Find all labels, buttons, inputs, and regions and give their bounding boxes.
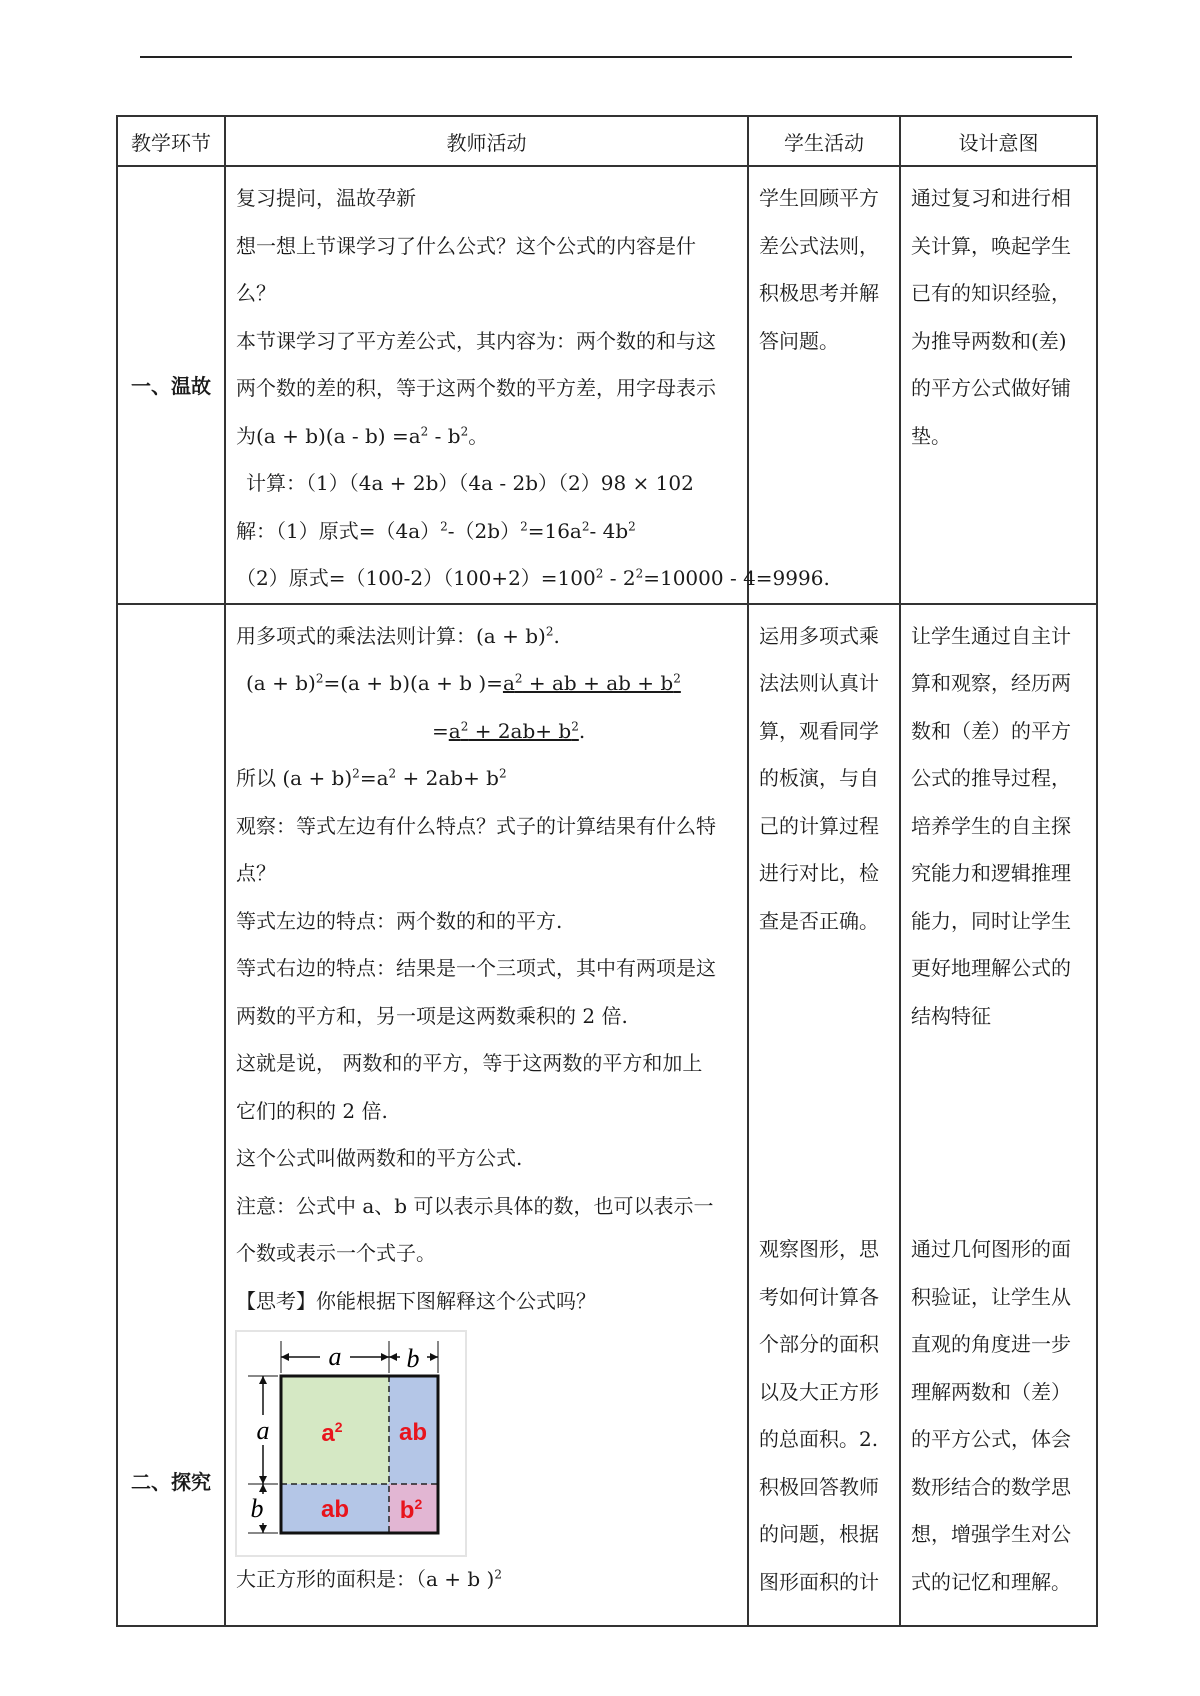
text-line: 观察：等式左边有什么特点？式子的计算结果有什么特 [236, 813, 716, 838]
text-line: 进行对比，检 [759, 861, 879, 885]
text-line: 数形结合的数学思 [911, 1474, 1071, 1499]
text-line: 想，增强学生对公 [911, 1522, 1071, 1546]
text-line: 计算：（1）（4a + 2b）（4a - 2b）（2）98 × 102 [246, 471, 694, 495]
superscript: 2 [315, 671, 324, 686]
stage-label: 二、探究 [117, 604, 225, 1626]
formula-line [236, 413, 737, 461]
text-line: 让学生通过自主计 [911, 623, 1071, 648]
text-line: 更好地理解公式的 [911, 956, 1071, 980]
area-diagram-svg [236, 1331, 466, 1556]
superscript: 2 [388, 766, 397, 781]
text-line: 积验证，让学生从 [911, 1284, 1071, 1309]
header-design: 设计意图 [900, 116, 1097, 166]
header-student: 学生活动 [748, 116, 900, 166]
text-line: 等式左边的特点：两个数的和的平方. [236, 908, 563, 933]
formula-line [236, 613, 737, 661]
header-stage: 教学环节 [117, 116, 225, 166]
text-line: 式的记忆和理解。 [911, 1569, 1071, 1594]
text-line: 个数或表示一个式子。 [236, 1241, 436, 1265]
formula-part: . [553, 623, 560, 648]
superscript: 2 [571, 718, 579, 733]
text-line: 点？ [236, 861, 276, 885]
text-line: 法法则认真计 [759, 671, 879, 695]
formula-part: - b [428, 423, 461, 448]
text-line: 理解两数和（差） [911, 1379, 1071, 1404]
spacer [759, 945, 889, 1226]
label-b2-base: b [399, 1497, 415, 1524]
table-row [117, 166, 1097, 604]
superscript: 2 [460, 423, 469, 438]
lesson-plan-table [116, 115, 1098, 1627]
text-line: 垫。 [911, 423, 951, 448]
label-ab-bottom: ab [320, 1496, 350, 1523]
text-line: 结构特征 [911, 1003, 991, 1028]
superscript: 2 [581, 518, 590, 533]
teacher-activity [225, 604, 748, 1626]
student-activity [748, 604, 900, 1626]
design-intent [900, 604, 1097, 1626]
formula-line [236, 508, 737, 556]
label-ab-right: ab [398, 1419, 428, 1446]
formula-part: 解：（1）原式=（4a） [236, 518, 441, 543]
formula-part: + 2ab+ b [396, 766, 499, 790]
area-diagram [236, 1331, 466, 1556]
label-a2-base: a [321, 1420, 335, 1447]
text-line: 本节课学习了平方差公式，其内容为：两个数的和与这 [236, 328, 716, 353]
text-line: 能力，同时让学生 [911, 908, 1071, 933]
formula-part: =16a [527, 518, 582, 543]
header-rule [140, 56, 1072, 58]
text-line: 差公式法则， [759, 233, 879, 258]
formula-part: （2）原式=（100-2）（100+2）=100 [236, 566, 596, 590]
superscript: 2 [440, 518, 448, 533]
text-line: 培养学生的自主探 [911, 813, 1071, 838]
formula-part: =10000 - 4=9996. [643, 566, 830, 590]
text-line: 积极回答教师 [759, 1474, 879, 1499]
formula-part: 大正方形的面积是：（a + b ) [236, 1567, 495, 1591]
formula-part: - 2 [603, 566, 636, 590]
text-line: 观察图形，思 [759, 1237, 879, 1261]
superscript: 2 [635, 566, 644, 581]
formula-line [236, 1556, 737, 1604]
formula-part: - 4b [589, 518, 629, 543]
text-line: 这个公式叫做两数和的平方公式. [236, 1146, 523, 1170]
text-line: 通过几何图形的面 [911, 1237, 1071, 1261]
text-line: 己的计算过程 [759, 813, 879, 838]
table-header-row [117, 116, 1097, 166]
text-line: 已有的知识经验， [911, 281, 1071, 305]
text-line: 算，观看同学 [759, 718, 879, 743]
text-line: 这就是说， 两数和的平方，等于这两数的平方和加上 [236, 1051, 703, 1075]
formula-line [236, 755, 737, 803]
superscript: 2 [460, 718, 469, 733]
dim-label-b: b [406, 1344, 420, 1373]
text-line: 通过复习和进行相 [911, 186, 1071, 210]
text-line: 么？ [236, 281, 276, 305]
dim-label-a-left: a [256, 1416, 270, 1445]
design-intent [900, 166, 1097, 604]
text-line: 的板演，与自 [759, 766, 879, 790]
formula-part: 为(a + b)(a - b) =a [236, 423, 421, 448]
formula-part: -（2b） [447, 518, 521, 543]
superscript: 2 [545, 623, 554, 638]
text-line: 【思考】你能根据下图解释这个公式吗？ [236, 1288, 596, 1313]
student-activity [748, 166, 900, 604]
label-b2-exp: 2 [414, 1496, 423, 1512]
text-line: 数和（差）的平方 [911, 718, 1071, 743]
formula-part: 所以 (a + b) [236, 766, 353, 790]
header-teacher: 教师活动 [225, 116, 748, 166]
text-line: 两个数的差的积，等于这两个数的平方差，用字母表示 [236, 376, 716, 400]
text-line: 的平方公式做好铺 [911, 376, 1071, 400]
text-line: 为推导两数和(差) [911, 328, 1067, 353]
text-line: 答问题。 [759, 328, 839, 353]
text-line: 学生回顾平方 [759, 186, 879, 210]
formula-line [236, 555, 830, 603]
text-line: 直观的角度进一步 [911, 1332, 1071, 1356]
dim-label-a: a [328, 1342, 342, 1371]
text-line: 关计算，唤起学生 [911, 233, 1071, 258]
formula-line [236, 708, 737, 756]
text-line: 两数的平方和，另一项是这两数乘积的 2 倍. [236, 1003, 628, 1028]
text-line: 等式右边的特点：结果是一个三项式，其中有两项是这 [236, 956, 716, 980]
superscript: 2 [673, 671, 681, 686]
formula-part: + 2ab+ b [468, 718, 572, 743]
formula-part: a [502, 671, 515, 695]
superscript: 2 [494, 1567, 502, 1582]
text-line: 算和观察，经历两 [911, 671, 1071, 695]
text-line: 公式的推导过程， [911, 766, 1071, 790]
superscript: 2 [514, 671, 523, 686]
underlined-expansion [503, 671, 681, 695]
dim-label-b-left: b [250, 1494, 264, 1523]
spacer [911, 1040, 1086, 1226]
superscript: 2 [498, 766, 507, 781]
text-line: 个部分的面积 [759, 1332, 879, 1356]
formula-part: =a [359, 766, 389, 790]
formula-part: . [578, 718, 586, 743]
table-row [117, 604, 1097, 1626]
formula-part: = [432, 718, 449, 743]
text-line: 复习提问，温故孕新 [236, 186, 416, 210]
text-line: 图形面积的计 [759, 1569, 879, 1594]
text-line: 的总面积。2. [759, 1427, 879, 1451]
formula-part: =(a + b)(a + b )= [323, 671, 503, 695]
superscript: 2 [352, 766, 360, 781]
text-line: 究能力和逻辑推理 [911, 861, 1071, 885]
formula-part: 用多项式的乘法法则计算：(a + b) [236, 623, 546, 648]
stage-label: 一、温故 [117, 166, 225, 604]
text-line: 运用多项式乘 [759, 623, 879, 648]
text-line: 积极思考并解 [759, 281, 879, 305]
text-line: 查是否正确。 [759, 908, 879, 933]
text-line: 考如何计算各 [759, 1284, 879, 1309]
text-line: 的平方公式，体会 [911, 1427, 1071, 1451]
superscript: 2 [520, 518, 528, 533]
text-line: 注意：公式中 a、b 可以表示具体的数，也可以表示一 [236, 1193, 714, 1218]
formula-part: a [448, 718, 461, 743]
superscript: 2 [420, 423, 429, 438]
underlined-result [449, 719, 579, 743]
text-line: 它们的积的 2 倍. [236, 1098, 388, 1123]
text-line: 想一想上节课学习了什么公式？这个公式的内容是什 [236, 233, 696, 258]
text-line: 的问题，根据 [759, 1522, 879, 1546]
formula-part: (a + b) [246, 671, 316, 695]
text-line: 以及大正方形 [759, 1379, 879, 1404]
superscript: 2 [628, 518, 636, 533]
formula-line [236, 660, 737, 708]
label-a2-exp: 2 [334, 1419, 343, 1435]
formula-part: + ab + ab + b [522, 671, 674, 695]
superscript: 2 [595, 566, 604, 581]
formula-part: 。 [468, 423, 489, 448]
